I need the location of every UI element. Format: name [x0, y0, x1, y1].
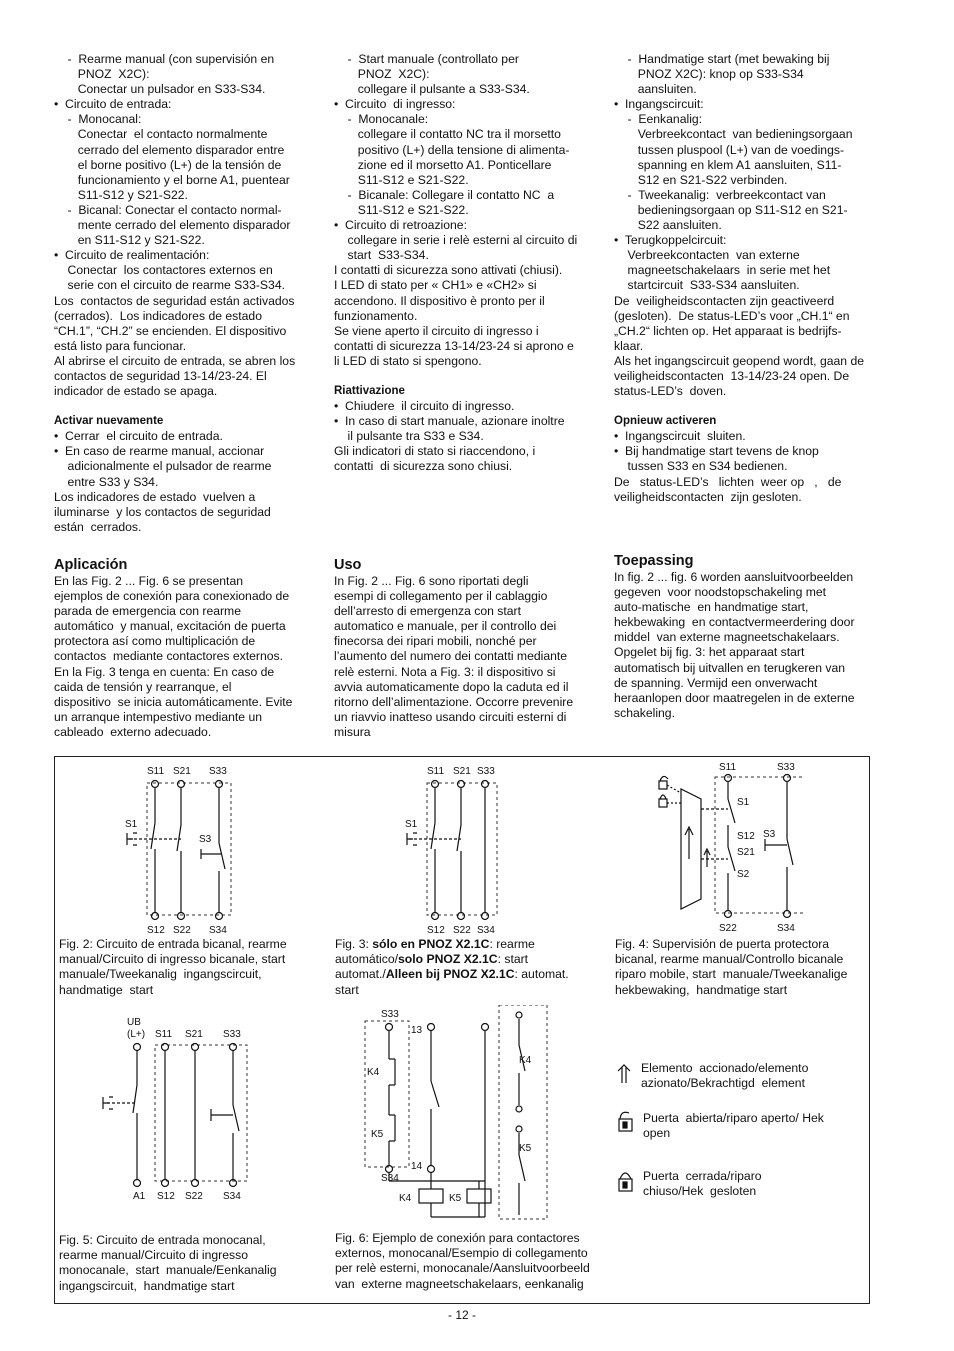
- text-line: serie con el circuito de rearme S33-S34.: [54, 278, 285, 293]
- sub-heading: Riattivazione: [334, 384, 405, 397]
- column-italian: [334, 52, 592, 475]
- text-line: il pulsante tra S33 e S34.: [334, 429, 484, 444]
- text-line: tussen pluspool (L+) van de voedings-: [614, 142, 845, 157]
- text-line: Se viene aperto il circuito di ingresso i: [334, 323, 539, 338]
- text-line: I contatti di sicurezza sono attivati (chiusi).: [334, 263, 563, 278]
- fig3-cap-part: automat./: [335, 967, 386, 982]
- fig5-term-bottom: S22: [185, 1191, 203, 1202]
- fig6-label: S33: [381, 1009, 399, 1020]
- text-line: • In caso di start manuale, azionare inoltre: [334, 414, 565, 429]
- text-line: de spanning. Vermijd een onverwacht: [614, 675, 818, 690]
- text-line: De status-LED’s lichten weer op , de: [614, 474, 842, 489]
- text-line: ingangscircuit, handmatige start: [59, 1278, 235, 1293]
- text-line: • Bij handmatige start tevens de knop: [614, 444, 819, 459]
- text-line: contatti di sicurezza 13-14/23-24 si aprono e: [334, 338, 574, 353]
- fig3-cap-part: : start: [497, 952, 529, 967]
- fig3-term-bottom: S22: [453, 925, 471, 935]
- text-line: accendono. Il dispositivo è pronto per il: [334, 293, 545, 308]
- text-line: manuale/Tweekanalig ingangscircuit,: [59, 967, 262, 982]
- legend-actuated: [641, 1061, 808, 1091]
- text-line: bicanal, rearme manual/Controllo bicanale: [615, 952, 844, 967]
- text-line: handmatige start: [59, 982, 154, 997]
- text-line: parada de emergencia con rearme: [54, 604, 241, 619]
- fig4-term-bottom: S34: [777, 923, 795, 934]
- fig4-term-bottom: S22: [719, 923, 737, 934]
- text-line: collegare in serie i relè esterni al circuito di: [334, 233, 578, 248]
- text-line: contactos mediante contactores externos.: [54, 649, 283, 664]
- text-line: externos, monocanal/Esempio di collegamento: [335, 1246, 588, 1261]
- text-line: automático y manual, excitación de puerta: [54, 619, 286, 634]
- fig6-label: K5: [519, 1143, 532, 1154]
- text-line: un riavvio inatteso usando circuiti esterni di: [334, 709, 567, 724]
- text-line: Fig. 2: Circuito de entrada bicanal, rearme: [59, 937, 287, 951]
- text-line: misura: [334, 724, 371, 739]
- section-text: [54, 574, 312, 740]
- text-line: riparo mobile, start manuale/Tweekanalige: [615, 967, 848, 982]
- text-line: veiligheidscontacten 13-14/23-24 open. De: [614, 368, 850, 383]
- fig6-label: K5: [371, 1129, 384, 1140]
- fig5-term-top: S11: [155, 1029, 173, 1040]
- fig2-switch-label: S1: [125, 819, 138, 830]
- fig4-caption: [615, 937, 871, 998]
- fig6-label: K4: [367, 1067, 380, 1078]
- text-line: Als het ingangscircuit geopend wordt, gaan de: [614, 353, 865, 368]
- fig2-caption: [59, 937, 321, 998]
- fig5-term-top: S21: [185, 1029, 203, 1040]
- text-line: adicionalmente el pulsador de rearme: [54, 459, 272, 474]
- fig4-diagram: [653, 759, 803, 935]
- text-line: S11-S12 y S21-S22.: [54, 187, 188, 202]
- text-line: In fig. 2 ... fig. 6 worden aansluitvoorbeelden: [614, 570, 854, 584]
- sub-heading: Opnieuw activeren: [614, 415, 717, 428]
- text-line: Al abrirse el circuito de entrada, se abren los: [54, 353, 296, 368]
- door-closed-icon: [617, 1169, 635, 1193]
- sub-heading: Activar nuevamente: [54, 415, 164, 428]
- text-line: en S11-S12 y S21-S22.: [54, 233, 205, 248]
- text-line: bedieningsorgaan op S11-S12 en S21-: [614, 202, 848, 217]
- fig6-label: K5: [449, 1193, 462, 1204]
- fig5-diagram: [95, 1013, 265, 1203]
- text-line: l’aumento del numero dei contatti mediante: [334, 649, 568, 664]
- text-line: open: [643, 1126, 671, 1141]
- fig3-term-bottom: S34: [477, 925, 495, 935]
- fig3-cap-part: : automat.: [514, 967, 569, 982]
- fig4-switch-label: S2: [737, 869, 750, 880]
- text-line: Los contactos de seguridad están activados: [54, 293, 295, 308]
- text-line: middel van externe magneetschakelaars.: [614, 630, 840, 645]
- text-line: tussen S33 en S34 bedienen.: [614, 459, 788, 474]
- text-line: - Start manuale (controllato per: [334, 52, 519, 66]
- text-line: PNOZ X2C): knop op S33-S34: [614, 67, 804, 82]
- legend-door-open: [643, 1111, 824, 1141]
- text-line: caida de tensión y rearranque, el: [54, 679, 232, 694]
- actuated-element-icon: [615, 1063, 633, 1085]
- fig3-cap-part: automático/: [335, 952, 399, 967]
- text-line: En la Fig. 3 tenga en cuenta: En caso de: [54, 664, 275, 679]
- fig5-term-top: S33: [223, 1029, 241, 1040]
- text-line: • Terugkoppelcircuit:: [614, 233, 727, 248]
- text-line: contatti di sicurezza sono chiusi.: [334, 459, 513, 474]
- fig6-caption: [335, 1231, 607, 1292]
- text-line: • Circuito di ingresso:: [334, 97, 456, 112]
- text-line: Opgelet bij fig. 3: het apparaat start: [614, 645, 805, 660]
- text-line: monocanale, start manuale/Eenkanalig: [59, 1263, 277, 1278]
- text-line: mente cerrado del elemento disparador: [54, 218, 291, 233]
- text-line: Fig. 5: Circuito de entrada monocanal,: [59, 1233, 266, 1247]
- sub-text: [54, 429, 312, 535]
- text-line: zione ed il morsetto A1. Ponticellare: [334, 157, 552, 172]
- fig3-term-top: S33: [477, 766, 495, 777]
- text-line: Verbreekcontacten van externe: [614, 248, 800, 263]
- section-heading: Aplicación: [54, 557, 128, 573]
- fig3-term-top: S11: [427, 766, 445, 777]
- text-line: per relè esterni, monocanale/Aansluitvoorbeeld: [335, 1261, 590, 1276]
- fig2-term-top: S21: [173, 766, 191, 777]
- fig3-cap-part: Alleen bij PNOZ X2.1C: [385, 967, 515, 982]
- text-line: • Circuito de realimentación:: [54, 248, 210, 263]
- text-line: positivo (L+) della tensione di alimenta-: [334, 142, 570, 157]
- text-line: manual/Circuito di ingresso bicanale, start: [59, 952, 286, 967]
- fig4-switch-label: S1: [737, 797, 750, 808]
- fig3-diagram: [397, 763, 507, 935]
- text-line: cableado externo adecuado.: [54, 724, 212, 739]
- fig3-caption: [335, 937, 597, 998]
- fig5-term-bottom: S34: [223, 1191, 241, 1202]
- text-line: S12 en S21-S22 verbinden.: [614, 172, 788, 187]
- fig2-term-top: S33: [209, 766, 227, 777]
- text-line: indicador de estado se apaga.: [54, 384, 218, 399]
- fig4-term-top: S33: [777, 762, 795, 773]
- text-line: el borne positivo (L+) de la tensión de: [54, 157, 282, 172]
- text-line: veiligheidscontacten zijn gesloten.: [614, 489, 802, 504]
- text-line: - Tweekanalig: verbreekcontact van: [614, 187, 826, 202]
- legend-door-closed: [643, 1169, 762, 1199]
- fig3-cap-part: : rearme: [489, 937, 535, 951]
- fig6-label: K4: [399, 1193, 412, 1204]
- fig6-label: S34: [381, 1173, 399, 1184]
- text-line: Elemento accionado/elemento: [641, 1061, 809, 1075]
- fig4-term-top: S11: [719, 762, 737, 773]
- fig4-switch-label: S3: [763, 829, 776, 840]
- body-text: [334, 52, 592, 369]
- text-line: En las Fig. 2 ... Fig. 6 se presentan: [54, 574, 244, 588]
- body-text: [614, 52, 872, 399]
- text-line: I LED di stato per « CH1» e «CH2» si: [334, 278, 537, 293]
- body-text: [54, 52, 312, 399]
- text-line: S11-S12 e S21-S22.: [334, 202, 469, 217]
- text-line: funcionamiento y el borne A1, puentear: [54, 172, 290, 187]
- text-line: avvia automaticamente dopo la caduta ed il: [334, 679, 569, 694]
- text-line: • Circuito de entrada:: [54, 97, 172, 112]
- fig3-term-bottom: S12: [427, 925, 445, 935]
- fig2-term-bottom: S22: [173, 925, 191, 935]
- text-line: - Monocanale:: [334, 112, 429, 127]
- fig2-term-bottom: S34: [209, 925, 227, 935]
- fig4-switch-label: S21: [737, 847, 755, 858]
- text-line: schakeling.: [614, 705, 675, 720]
- sub-text: [614, 429, 872, 504]
- text-line: spanning en klem A1 aansluiten, S11-: [614, 157, 842, 172]
- text-line: • Circuito di retroazione:: [334, 218, 467, 233]
- fig6-diagram: [349, 1005, 549, 1225]
- sub-text: [334, 399, 592, 474]
- section-heading: Uso: [334, 557, 362, 573]
- text-line: chiuso/Hek gesloten: [643, 1184, 757, 1199]
- text-line: PNOZ X2C):: [54, 67, 150, 82]
- text-line: De veiligheidscontacten zijn geactiveerd: [614, 293, 835, 308]
- text-line: “CH.1”, “CH.2” se encienden. El dispositivo: [54, 323, 287, 338]
- fig3-switch-label: S1: [405, 819, 418, 830]
- text-line: dell’arresto di emergenza con start: [334, 604, 521, 619]
- text-line: • Chiudere il circuito di ingresso.: [334, 399, 515, 414]
- text-line: magneetschakelaars in serie met het: [614, 263, 831, 278]
- page-number: - 12 -: [447, 1308, 476, 1322]
- text-line: automatico e manuale, per il controllo dei: [334, 619, 557, 634]
- fig2-term-top: S11: [147, 766, 165, 777]
- text-line: Conectar un pulsador en S33-S34.: [54, 82, 266, 97]
- section-italian: [334, 556, 592, 740]
- text-line: un arranque intempestivo mediante un: [54, 709, 262, 724]
- column-spanish: [54, 52, 312, 535]
- text-line: Puerta abierta/riparo aperto/ Hek: [643, 1111, 824, 1125]
- section-text: [614, 570, 872, 721]
- text-line: - Rearme manual (con supervisión en: [54, 52, 275, 66]
- column-dutch: [614, 52, 872, 505]
- fig3-cap-part: sólo en PNOZ X2.1C: [372, 937, 490, 951]
- text-line: protectora así como multiplicación de: [54, 634, 256, 649]
- text-line: finecorsa dei ripari mobili, nonché per: [334, 634, 537, 649]
- text-line: „CH.2“ lichten op. Het apparaat is bedrijfs-: [614, 323, 842, 338]
- fig3-cap-part: start: [335, 982, 359, 997]
- fig5-term-top: UB: [127, 1017, 141, 1028]
- figure-frame: [54, 756, 870, 1304]
- text-line: collegare il contatto NC tra il morsetto: [334, 127, 561, 142]
- text-line: • En caso de rearme manual, accionar: [54, 444, 265, 459]
- text-line: hekbewaking en contactvermeerdering door: [614, 615, 855, 630]
- text-line: In Fig. 2 ... Fig. 6 sono riportati degli: [334, 574, 529, 588]
- text-line: aansluiten.: [614, 82, 697, 97]
- fig6-label: K4: [519, 1055, 532, 1066]
- section-dutch: [614, 552, 872, 721]
- text-line: status-LED’s doven.: [614, 384, 727, 399]
- text-line: Puerta cerrada/riparo: [643, 1169, 762, 1183]
- text-line: Verbreekcontact van bedieningsorgaan: [614, 127, 853, 142]
- fig2-switch-label: S3: [199, 834, 212, 845]
- fig3-cap-part: solo PNOZ X2.1C: [398, 952, 498, 967]
- text-line: entre S33 y S34.: [54, 474, 159, 489]
- text-line: li LED di stato si spengono.: [334, 353, 482, 368]
- text-line: automatisch bij uitvallen en terugkeren van: [614, 660, 846, 675]
- text-line: - Bicanale: Collegare il contatto NC a: [334, 187, 555, 202]
- text-line: klaar.: [614, 338, 644, 353]
- section-text: [334, 574, 592, 740]
- fig6-label: 14: [411, 1161, 423, 1172]
- fig6-label: 13: [411, 1025, 423, 1036]
- text-line: S11-S12 e S21-S22.: [334, 172, 469, 187]
- text-line: Fig. 6: Ejemplo de conexión para contactores: [335, 1231, 580, 1245]
- text-line: relè esterni. Nota a Fig. 3: il dispositivo si: [334, 664, 556, 679]
- text-line: Los indicadores de estado vuelven a: [54, 489, 256, 504]
- text-line: S22 aansluiten.: [614, 218, 722, 233]
- text-line: (gesloten). De status-LED’s voor „CH.1“ en: [614, 308, 850, 323]
- text-line: hekbewaking, handmatige start: [615, 982, 788, 997]
- text-line: gegeven voor noodstopschakeling met: [614, 585, 827, 600]
- text-line: rearme manual/Circuito di ingresso: [59, 1248, 248, 1263]
- text-line: start S33-S34.: [334, 248, 429, 263]
- section-spanish: [54, 556, 312, 740]
- text-line: azionato/Bekrachtigd element: [641, 1076, 805, 1091]
- text-line: contactos de seguridad 13-14/23-24. El: [54, 368, 267, 383]
- text-line: ejemplos de conexión para conexionado de: [54, 589, 290, 604]
- fig2-diagram: [115, 763, 245, 935]
- fig3-term-top: S21: [453, 766, 471, 777]
- fig3-cap-part: Fig. 3:: [335, 937, 373, 951]
- fig5-caption: [59, 1233, 321, 1294]
- text-line: PNOZ X2C):: [334, 67, 430, 82]
- text-line: Conectar los contactores externos en: [54, 263, 273, 278]
- text-line: auto-matische en handmatige start,: [614, 600, 809, 615]
- text-line: Fig. 4: Supervisión de puerta protectora: [615, 937, 830, 951]
- text-line: está listo para funcionar.: [54, 338, 187, 353]
- text-line: Conectar el contacto normalmente: [54, 127, 268, 142]
- text-line: funzionamento.: [334, 308, 418, 323]
- text-line: iluminarse y los contactos de seguridad: [54, 504, 271, 519]
- text-line: van externe magneetschakelaars, eenkanalig: [335, 1276, 584, 1291]
- section-heading: Toepassing: [614, 553, 694, 569]
- text-line: Gli indicatori di stato si riaccendono, i: [334, 444, 536, 459]
- text-line: - Bicanal: Conectar el contacto normal-: [54, 202, 282, 217]
- text-line: collegare il pulsante a S33-S34.: [334, 82, 530, 97]
- fig5-term-bottom: S12: [157, 1191, 175, 1202]
- text-line: • Ingangscircuit sluiten.: [614, 429, 746, 444]
- text-line: • Ingangscircuit:: [614, 97, 704, 112]
- fig5-term-bottom: A1: [133, 1191, 146, 1202]
- text-line: • Cerrar el circuito de entrada.: [54, 429, 223, 444]
- text-line: dispositivo se inicia automáticamente. Evite: [54, 694, 293, 709]
- text-line: - Monocanal:: [54, 112, 142, 127]
- text-line: - Eenkanalig:: [614, 112, 703, 127]
- fig5-term-top: (L+): [127, 1029, 146, 1040]
- door-open-icon: [617, 1109, 635, 1133]
- text-line: startcircuit S33-S34 aansluiten.: [614, 278, 800, 293]
- text-line: están cerrados.: [54, 519, 142, 534]
- text-line: heraanlopen door maatregelen in de externe: [614, 690, 855, 705]
- text-line: cerrado del elemento disparador entre: [54, 142, 285, 157]
- text-line: esempi di collegamento per il cablaggio: [334, 589, 548, 604]
- text-line: (cerrados). Los indicadores de estado: [54, 308, 262, 323]
- text-line: - Handmatige start (met bewaking bij: [614, 52, 830, 66]
- text-line: ritorno dell’alimentazione. Occorre prevenire: [334, 694, 574, 709]
- fig4-switch-label: S12: [737, 831, 755, 842]
- fig2-term-bottom: S12: [147, 925, 165, 935]
